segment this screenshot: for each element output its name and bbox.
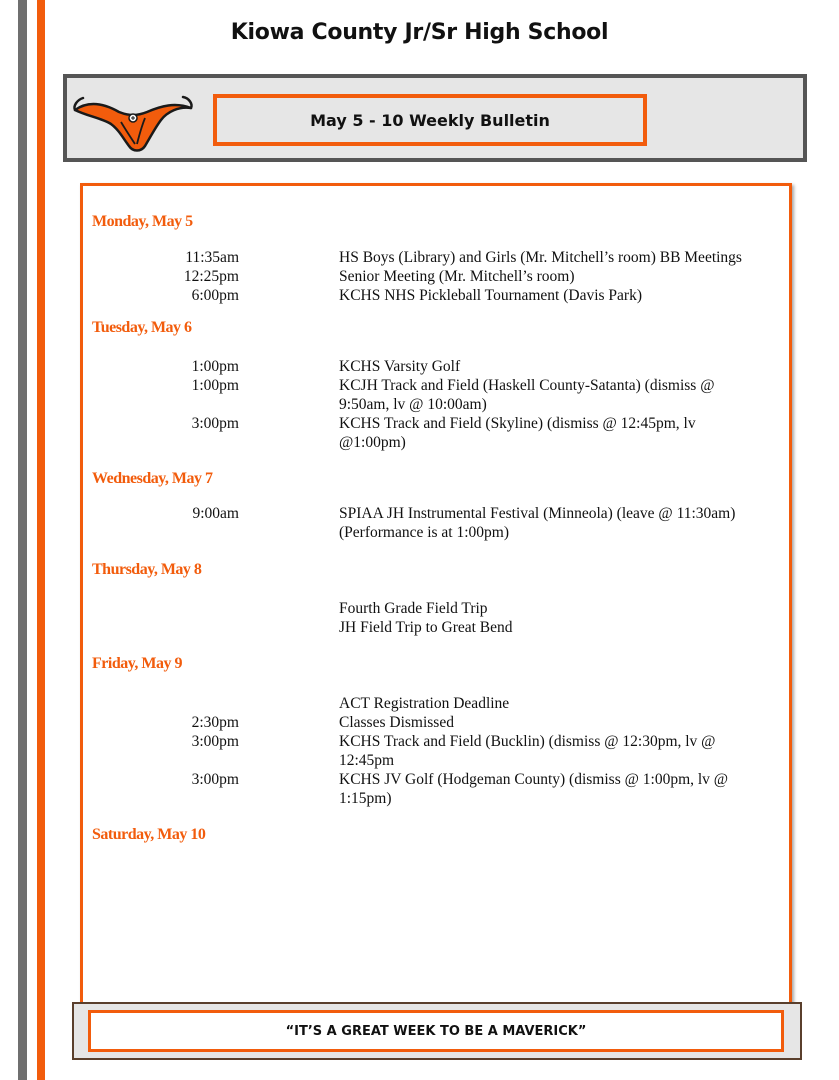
day-heading-wednesday: Wednesday, May 7 [92,470,213,487]
event-description-continued: 12:45pm [339,752,395,769]
event-time: 1:00pm [191,358,239,375]
event-row [83,248,789,267]
event-row [83,599,789,618]
footer-motto-box [88,1010,784,1052]
footer-motto: “IT’S A GREAT WEEK TO BE A MAVERICK” [285,1023,587,1039]
event-time: 3:00pm [191,415,239,432]
bulletin-banner [63,74,807,162]
event-description-continued: @1:00pm) [339,434,406,451]
event-row [83,713,789,732]
event-time: 3:00pm [191,733,239,750]
event-description: KCHS Varsity Golf [339,358,461,375]
event-row [83,286,789,305]
event-description: KCHS Track and Field (Bucklin) (dismiss @ 12:30pm, lv @ [339,733,716,750]
event-description: Classes Dismissed [339,714,454,731]
event-time: 3:00pm [191,771,239,788]
bulletin-title: May 5 - 10 Weekly Bulletin [310,110,550,130]
event-row [83,618,789,637]
event-time: 1:00pm [191,377,239,394]
event-time: 9:00am [192,505,239,522]
event-row [83,357,789,376]
event-row [83,694,789,713]
event-description: Senior Meeting (Mr. Mitchell’s room) [339,268,575,285]
event-description-continued: (Performance is at 1:00pm) [339,524,510,541]
event-row [83,414,789,452]
left-gray-stripe [18,0,27,1080]
event-description: KCHS Track and Field (Skyline) (dismiss @ 12:45pm, lv [339,415,696,432]
event-description: KCJH Track and Field (Haskell County-Satanta) (dismiss @ [339,377,715,394]
day-heading-tuesday: Tuesday, May 6 [92,319,192,336]
event-description-continued: 1:15pm) [339,790,392,807]
maverick-longhorn-logo-icon [71,92,195,154]
school-title: Kiowa County Jr/Sr High School [230,20,609,45]
day-heading-saturday: Saturday, May 10 [92,826,206,843]
event-time: 6:00pm [191,287,239,304]
event-time: 2:30pm [191,714,239,731]
event-time: 11:35am [185,249,239,266]
event-description: KCHS NHS Pickleball Tournament (Davis Park) [339,287,642,304]
event-row [83,267,789,286]
event-description: SPIAA JH Instrumental Festival (Minneola) (leave @ 11:30am) [339,505,736,522]
footer-banner [72,1002,802,1060]
event-row [83,376,789,414]
event-description: HS Boys (Library) and Girls (Mr. Mitchell’s room) BB Meetings [339,249,742,266]
event-description: Fourth Grade Field Trip [339,600,488,617]
event-time: 12:25pm [183,268,239,285]
event-row [83,770,789,808]
schedule-panel [80,183,792,1011]
event-description: ACT Registration Deadline [339,695,510,712]
day-heading-thursday: Thursday, May 8 [92,561,202,578]
day-heading-friday: Friday, May 9 [92,655,182,672]
event-description-continued: 9:50am, lv @ 10:00am) [339,396,487,413]
event-description: JH Field Trip to Great Bend [339,619,513,636]
event-row [83,504,789,542]
bulletin-title-box [213,94,647,146]
day-heading-monday: Monday, May 5 [92,213,193,230]
event-row [83,732,789,770]
event-description: KCHS JV Golf (Hodgeman County) (dismiss @ 1:00pm, lv @ [339,771,729,788]
left-orange-stripe [37,0,45,1080]
